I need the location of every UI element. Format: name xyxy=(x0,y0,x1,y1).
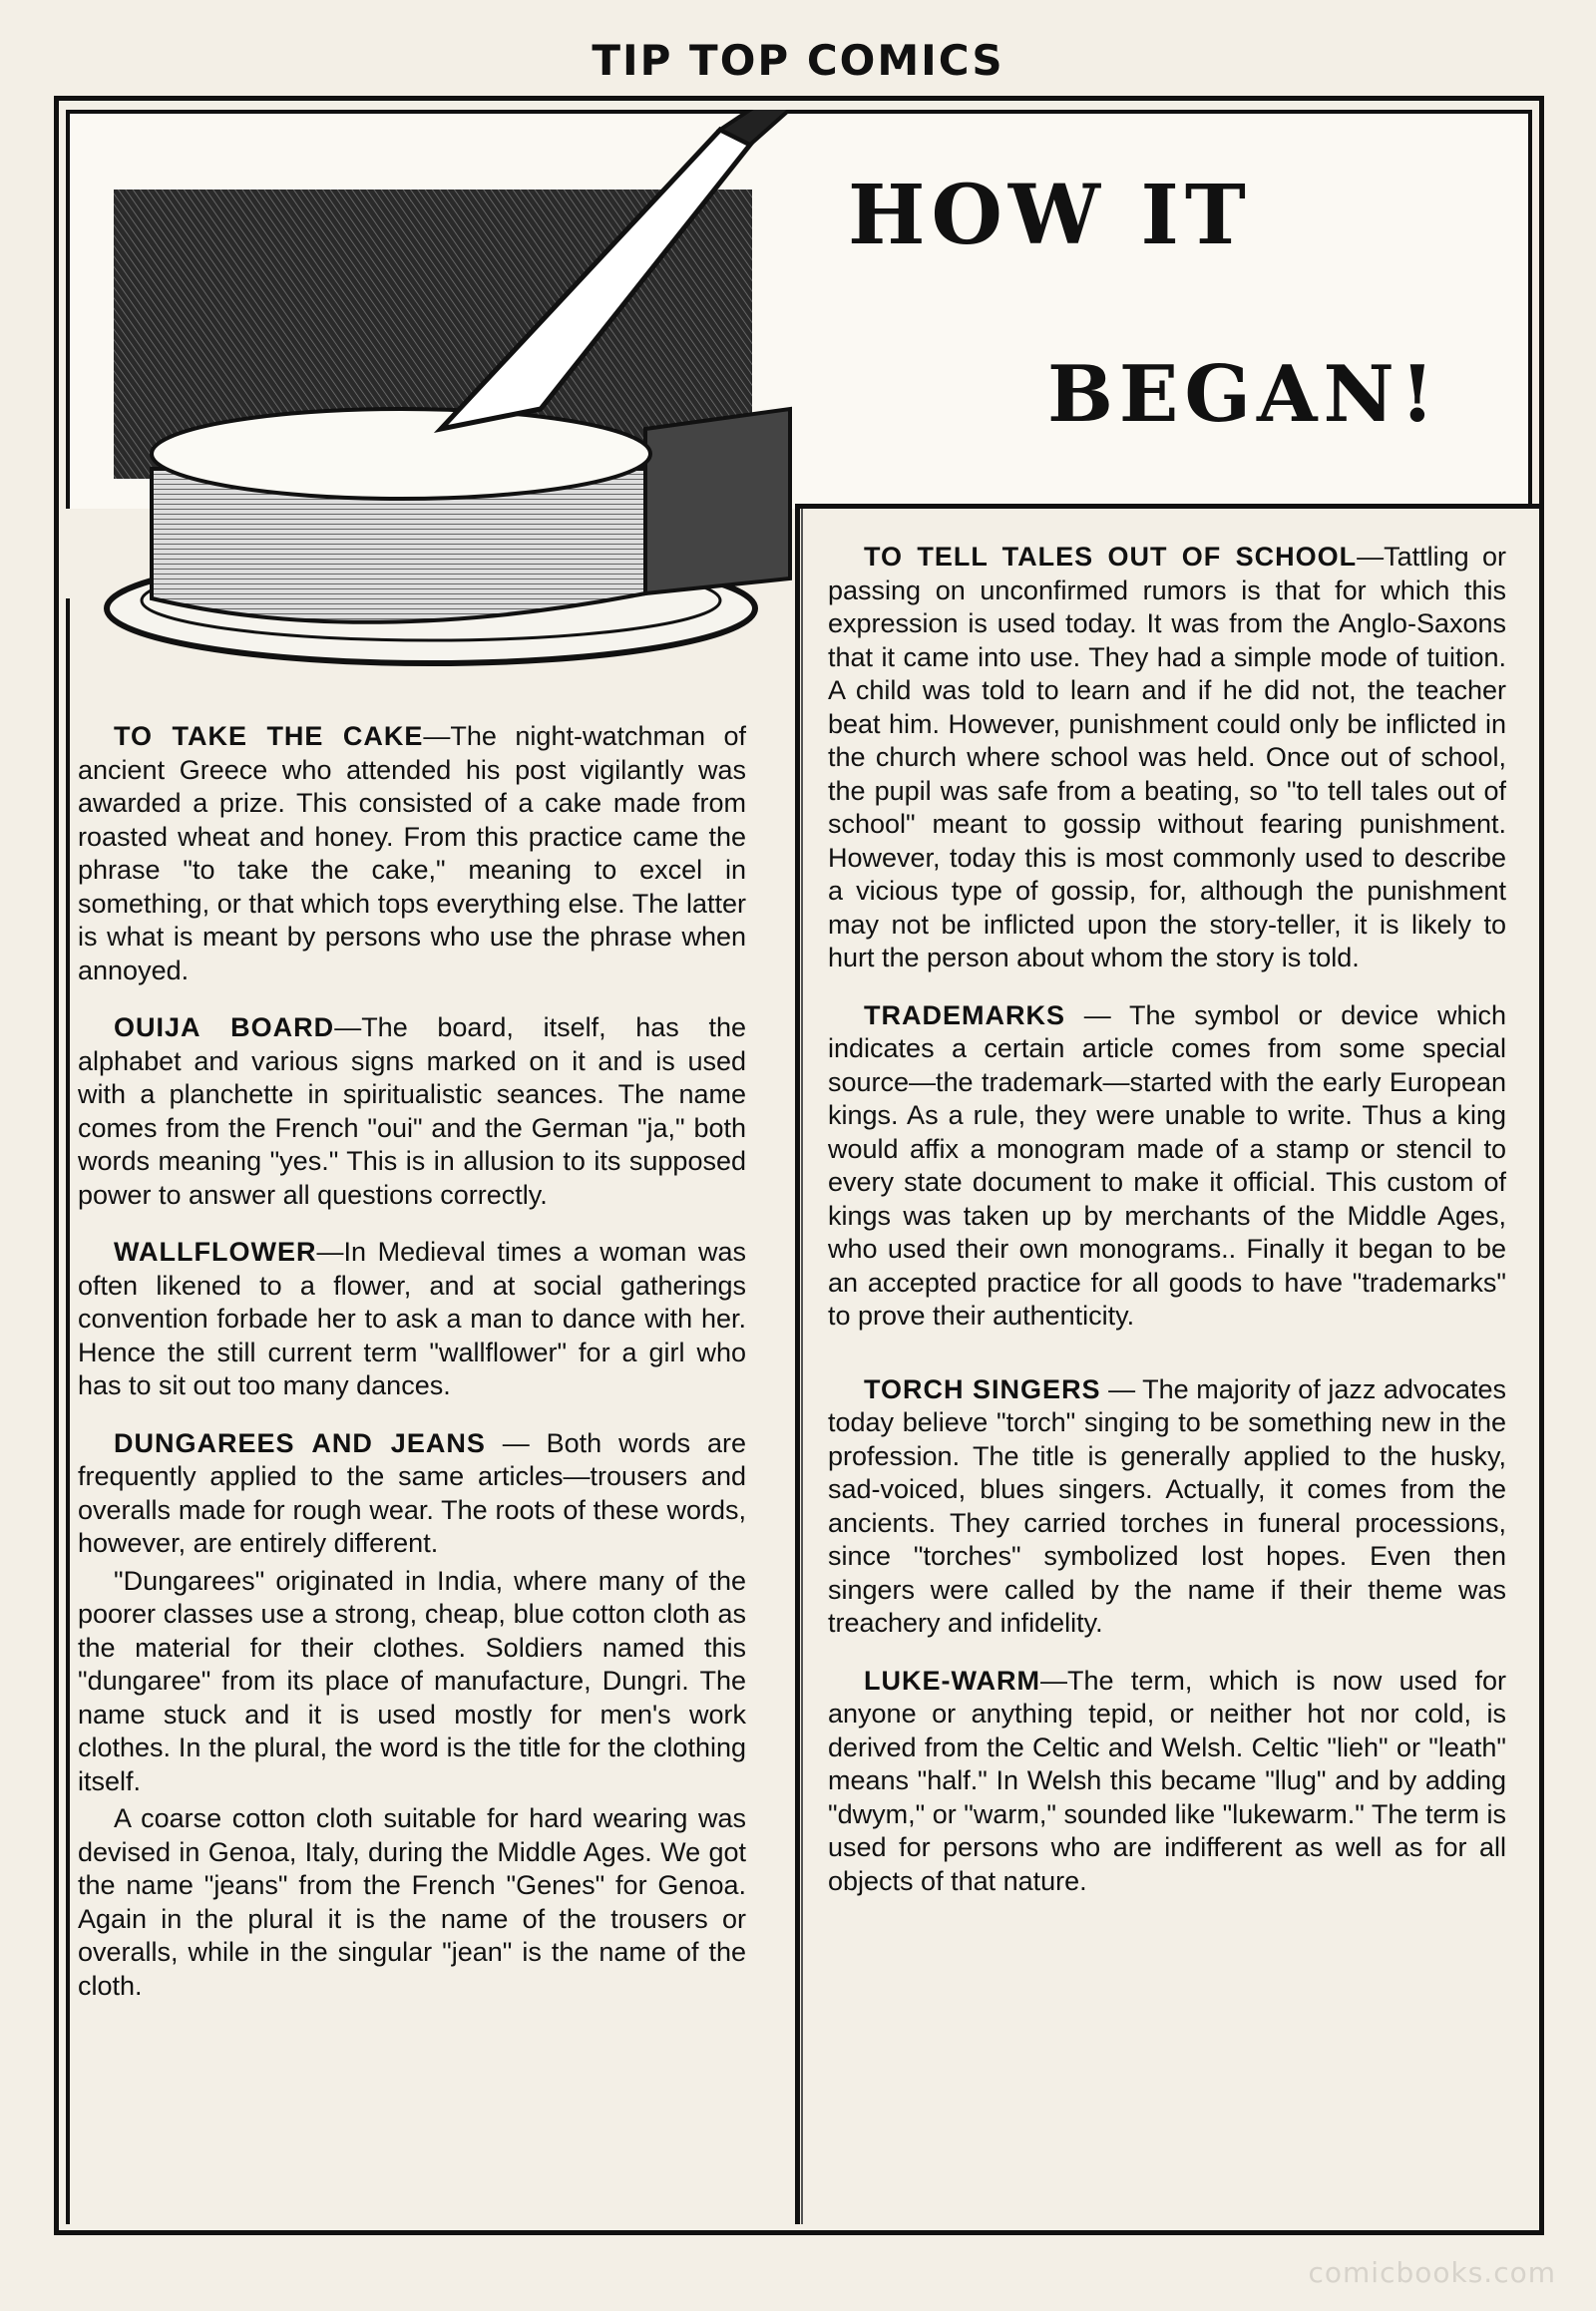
page-header-title: TIP TOP COMICS xyxy=(592,36,1004,85)
feature-title-line-2: BEGAN! xyxy=(1047,349,1441,440)
article-wallflower: WALLFLOWER—In Medieval times a woman was often likened to a flower, and at social gatherings convention forbade her to ask a man to dance with her. Hence the still current term "wallflower" for a girl who has to sit out too many dances. xyxy=(78,1237,746,1400)
cake-knife-illustration xyxy=(62,110,800,708)
article-torch-singers: TORCH SINGERS — The majority of jazz advocates today believe "torch" singing to be something new in the profession. The title is generally applied to the husky, sad-voiced, blues singers. Actually, it comes from the ancients. They carried torches in funeral processions, since "torches" symbolized lost hopes. Even then singers were called by the name if their theme was treachery and infidelity. xyxy=(828,1373,1506,1638)
cut-slice xyxy=(645,409,790,593)
right-column-top-rule xyxy=(795,504,1543,509)
right-column xyxy=(828,541,1506,1922)
left-column-rule xyxy=(66,598,70,2224)
article-dungarees-paragraph-2: "Dungarees" originated in India, where many of the poorer classes use a strong, cheap, blue cotton cloth as the material for their clothes. Soldiers named this "dungaree" from its place of manufacture, Dungri. The name stuck and it is used mostly for men's work clothes. In the plural, the word is the title for the clothing itself. xyxy=(78,1565,746,1796)
article-take-the-cake: TO TAKE THE CAKE—The night-watchman of ancient Greece who attended his post vigilantly was awarded a prize. This consisted of a cake made from roasted wheat and honey. From this practice came the phrase "to take the cake," meaning to excel in something, or that which tops everything else. The latter is what is meant by persons who use the phrase when annoyed. xyxy=(78,721,746,985)
article-tell-tales-out-of-school: TO TELL TALES OUT OF SCHOOL—Tattling or passing on unconfirmed rumors is that for which this expression is used today. It was from the Anglo-Saxons that it came into use. They had a simple mode of tuition. A child was told to learn and if he did not, the teacher beat him. However, punishment could only be inflicted in the church where school was held. Once out of school, the pupil was safe from a beating, so "to tell tales out of school" meant to gossip without fearing punishment. However, today this is most commonly used to describe a vicious type of gossip, for, although the punishment may not be inflicted upon the story-teller, it is likely to hurt the person about whom the story is told. xyxy=(828,542,1507,972)
column-divider xyxy=(795,509,800,2224)
article-dungarees-paragraph-3: A coarse cotton cloth suitable for hard wearing was devised in Genoa, Italy, during the Middle Ages. We got the name "jeans" from the French "Genes" for Genoa. Again in the plural it is the name of the trousers or overalls, while in the singular "jean" is the name of the cloth. xyxy=(78,1803,746,2001)
feature-title-line-1: HOW IT xyxy=(848,168,1252,263)
article-dungarees-and-jeans: DUNGAREES AND JEANS — Both words are frequently applied to the same articles—trousers and overalls made for rough wear. The roots of these words, however, are entirely different. xyxy=(78,1427,746,1558)
article-ouija-board: OUIJA BOARD—The board, itself, has the alphabet and various signs marked on it and is used with a planchette in spiritualistic seances. The name comes from the French "oui" and the German "ja," both words meaning "yes." This is in allusion to its supposed power to answer all questions correctly. xyxy=(78,1012,747,1210)
site-watermark: comicbooks.com xyxy=(1308,2256,1556,2289)
article-trademarks: TRADEMARKS — The symbol or device which indicates a certain article comes from some special source—the trademark—started with the early European kings. As a rule, they were unable to write. Thus a king would affix a monogram made of a stamp or stencil to every state document to make it official. This custom of kings was taken up by merchants of the Middle Ages, who used their own monograms.. Finally it began to be an accepted practice for all goods to have "trademarks" to prove their authenticity. xyxy=(828,999,1506,1331)
cake-top xyxy=(152,409,650,499)
column-divider-shadow xyxy=(801,509,803,2224)
left-column xyxy=(78,720,746,2027)
article-luke-warm: LUKE-WARM—The term, which is now used for anyone or anything tepid, or neither hot nor cold, is derived from the Celtic and Welsh. Celtic "lieh" or "leath" means "half." In Welsh this became "llug" and by adding "dwym," or "warm," sounded like "lukewarm." The term is used for persons who are indifferent as well as for all objects of that nature. xyxy=(828,1665,1506,1896)
